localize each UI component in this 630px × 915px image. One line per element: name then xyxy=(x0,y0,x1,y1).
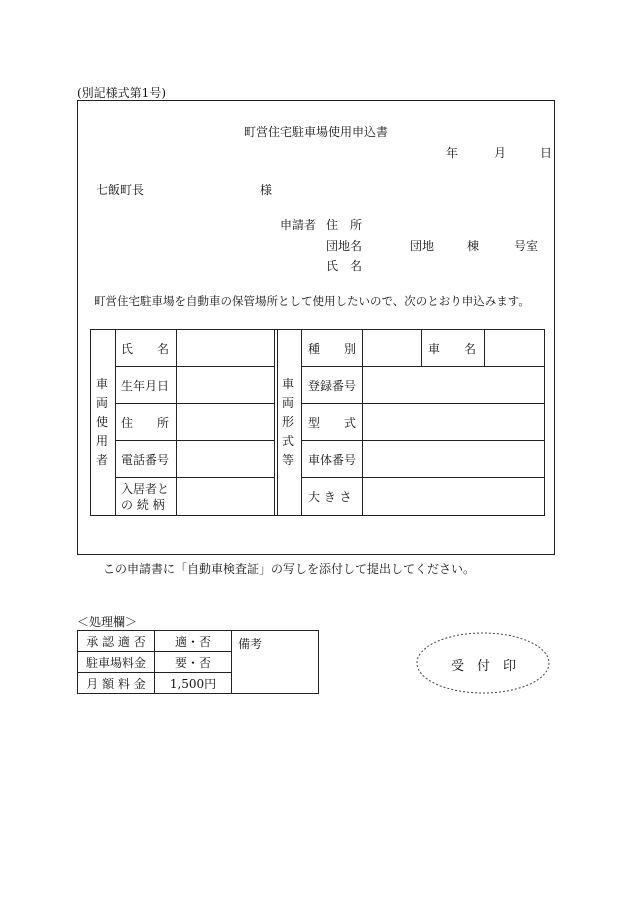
form-title: 町営住宅駐車場使用申込書 xyxy=(244,125,389,139)
table-row xyxy=(78,631,319,652)
applicant-complex-label: 団地名 xyxy=(326,239,363,253)
approval-value: 適・否 xyxy=(155,631,232,652)
applicant-address-label: 住 所 xyxy=(326,218,363,232)
application-statement: 町営住宅駐車場を自動車の保管場所として使用したいので、次のとおり申込みます。 xyxy=(94,294,530,308)
form-number-label: (別記様式第1号) xyxy=(77,86,166,100)
vehicle-registration-label: 登録番号 xyxy=(308,379,357,393)
reception-stamp-label: 受 付 印 xyxy=(451,659,517,674)
parking-fee-label: 駐車場料金 xyxy=(78,652,155,673)
remarks-label: 備考 xyxy=(238,637,263,651)
vehicle-model-label: 型 式 xyxy=(308,416,357,430)
user-relationship-label-line1: 入居者と xyxy=(121,482,170,496)
applicant-room-unit: 号室 xyxy=(514,239,539,253)
user-relationship-label-line2: の 続 柄 xyxy=(121,498,165,512)
vehicle-size-label: 大 き さ xyxy=(308,490,352,504)
applicant-building-unit: 棟 xyxy=(467,239,480,253)
addressee-name: 七飯町長 xyxy=(96,183,145,197)
remarks-cell xyxy=(232,631,319,694)
date-day: 日 xyxy=(540,146,553,160)
applicant-label: 申請者 xyxy=(280,218,317,232)
monthly-fee-value: 1,500円 xyxy=(155,673,232,694)
user-address-label: 住 所 xyxy=(121,416,170,430)
applicant-name-label: 氏 名 xyxy=(326,259,363,273)
monthly-fee-label: 月 額 料 金 xyxy=(78,673,155,694)
user-name-label: 氏 名 xyxy=(121,342,170,356)
date-month: 月 xyxy=(494,146,507,160)
applicant-complex-unit: 団地 xyxy=(410,239,435,253)
approval-label: 承 認 適 否 xyxy=(78,631,155,652)
addressee-honorific: 様 xyxy=(260,183,273,197)
attachment-note: この申請書に「自動車検査証」の写しを添付して提出してください。 xyxy=(103,562,476,576)
processing-table xyxy=(77,630,319,694)
vehicle-type-label: 種 別 xyxy=(308,342,357,356)
vehicle-body-number-label: 車体番号 xyxy=(308,453,357,467)
parking-fee-value: 要・否 xyxy=(155,652,232,673)
vehicle-user-heading: 車 両 使 用 者 xyxy=(96,377,109,467)
user-birthdate-label: 生年月日 xyxy=(121,379,170,393)
processing-heading: ＜処理欄＞ xyxy=(77,615,138,629)
vehicle-model-heading: 車 両 形 式 等 xyxy=(282,377,295,467)
vehicle-car-name-label: 車 名 xyxy=(428,342,477,356)
user-phone-label: 電話番号 xyxy=(121,453,170,467)
date-year: 年 xyxy=(446,146,459,160)
